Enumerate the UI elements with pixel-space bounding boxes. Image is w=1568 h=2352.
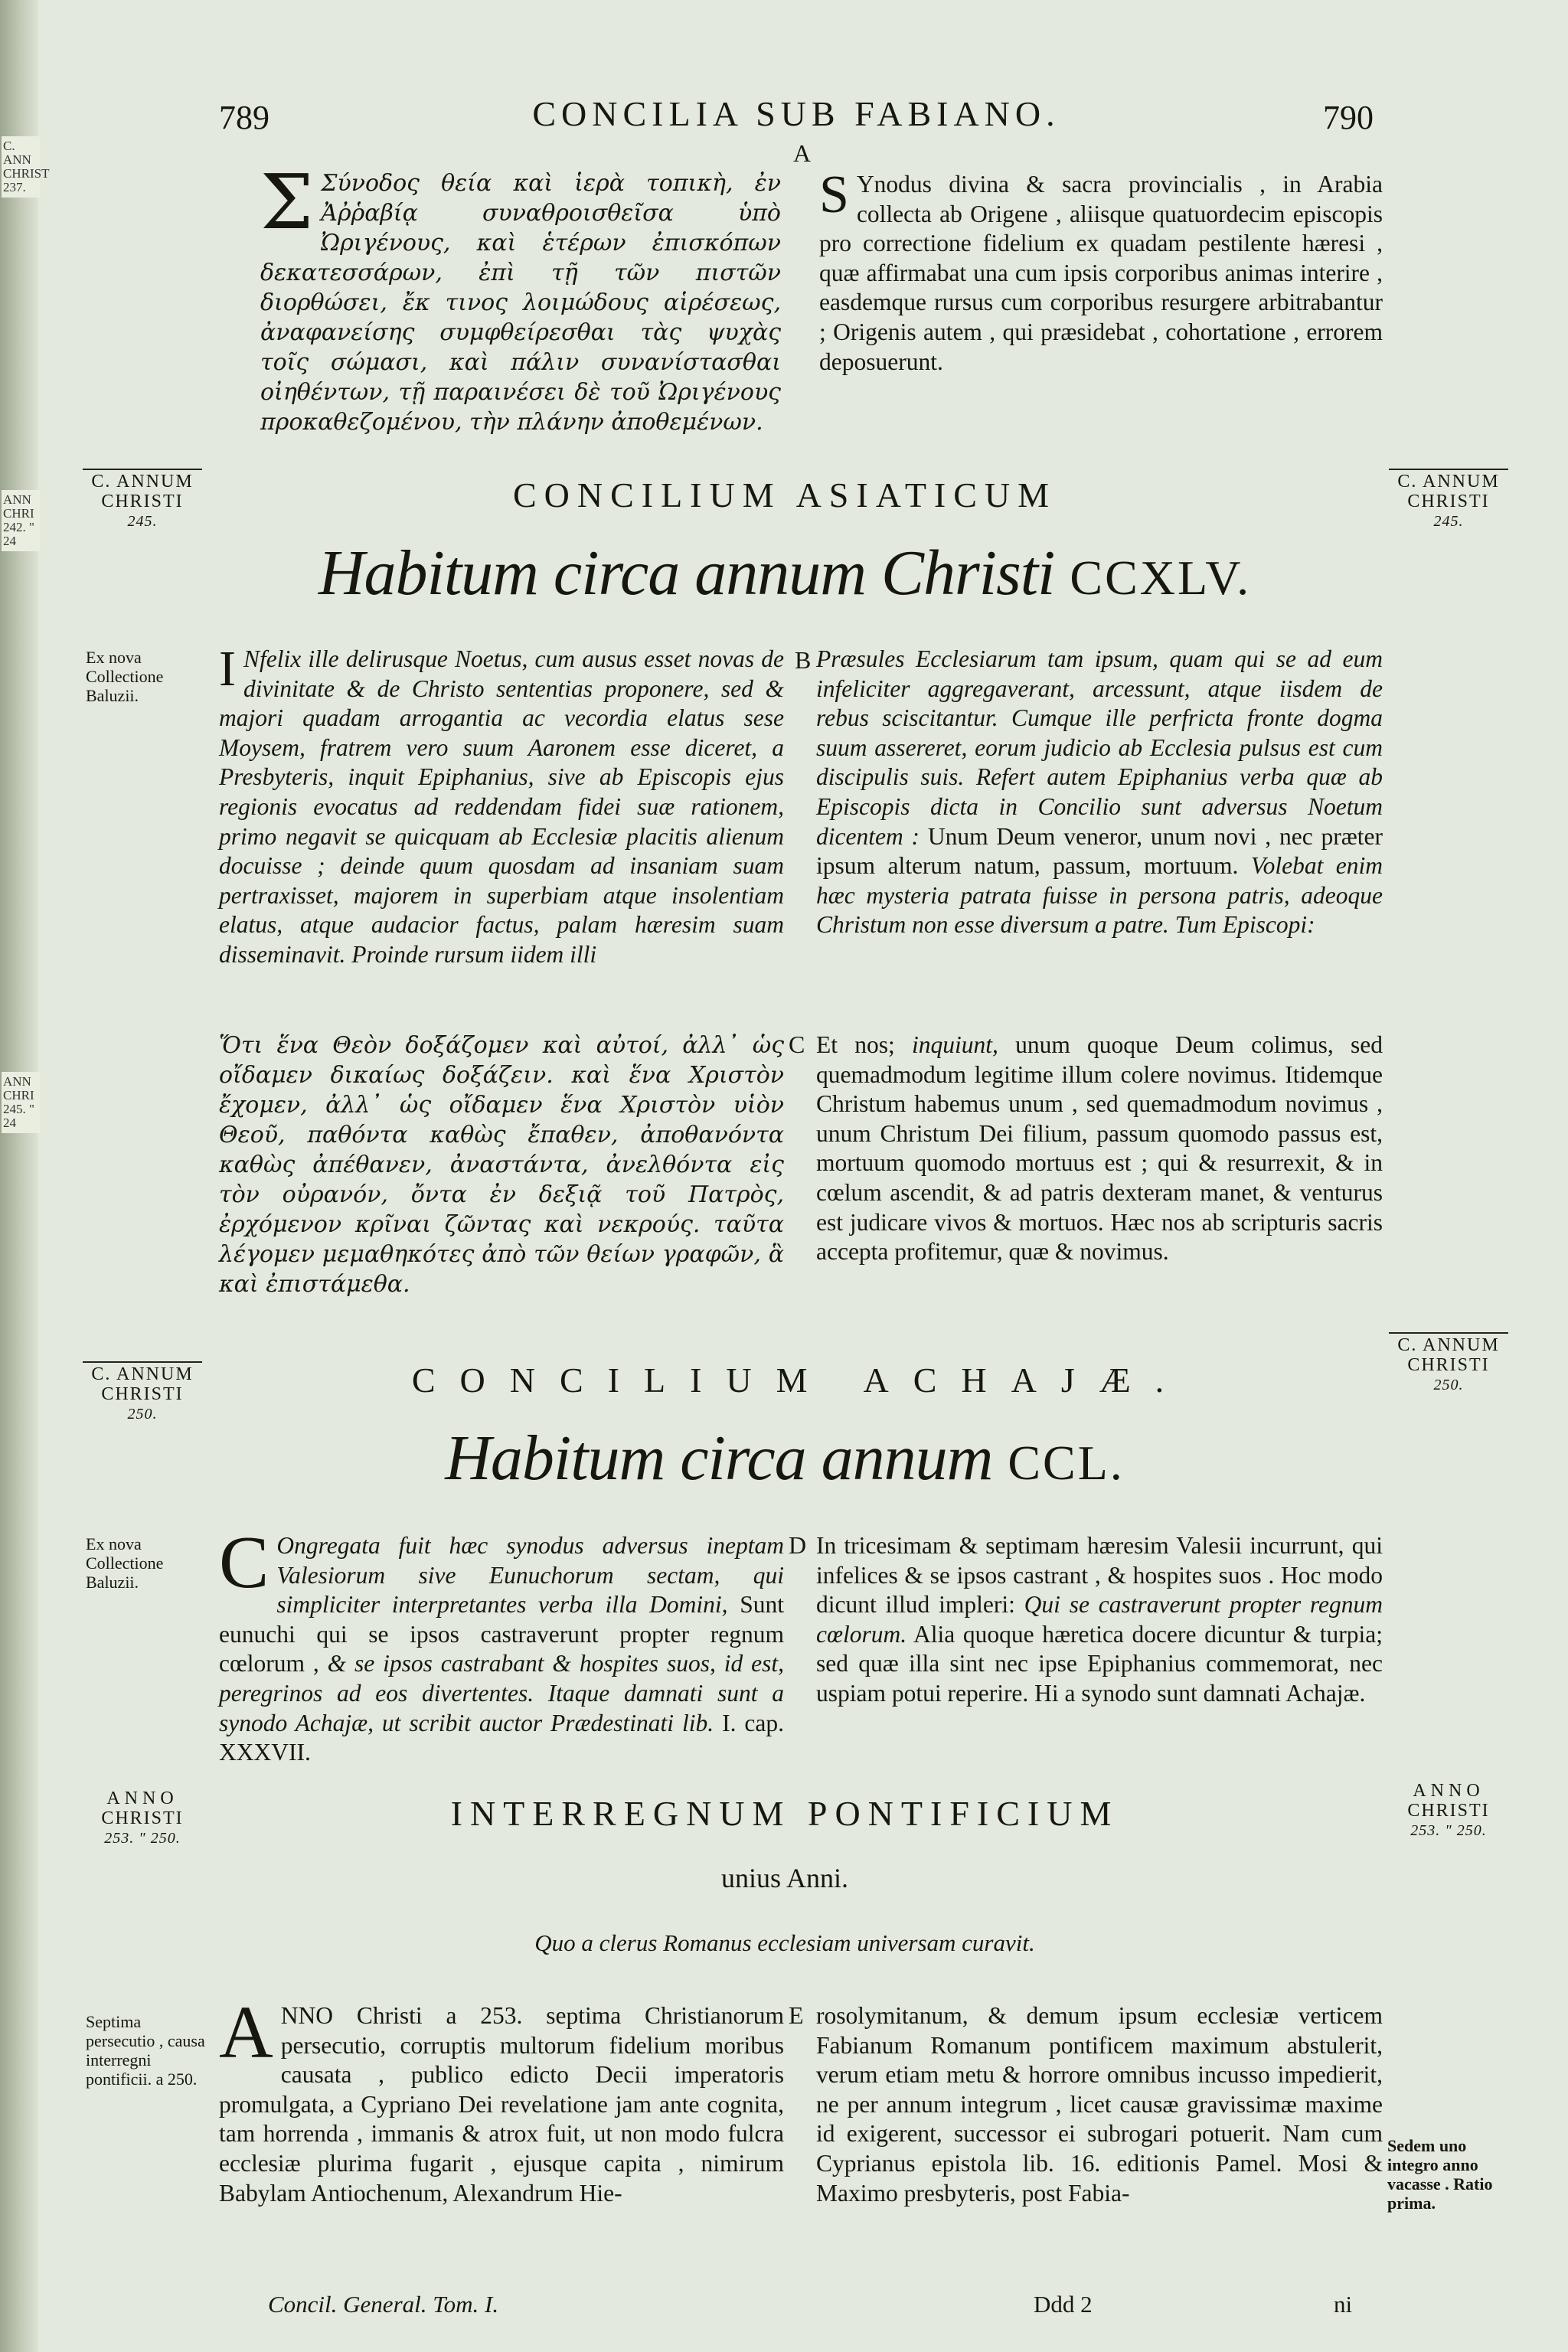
habitum-achajae: Habitum circa annum CCL. — [445, 1423, 1125, 1494]
side-year-box-right: C. ANNUM CHRISTI 245. — [1383, 469, 1514, 531]
side-year-box-left: C. ANNUM CHRISTI 245. — [77, 469, 208, 531]
side-year-box-left: ANNO CHRISTI 253. " 250. — [101, 1788, 184, 1847]
section-mark-d: D — [789, 1531, 807, 1559]
greek-synod-origen: Σ Σύνοδος θεία καὶ ἱερὰ τοπικὴ, ἐν Ἀῤῥαβίᾳ συναθροισθεῖσα ὑπὸ Ὠριγένους, καὶ ἑτέρων ἐπισκόπων δεκατεσσάρων, ἐπὶ τῇ τῶν πιστῶν διορθώσει, ἔκ τινος λοιμώδους αἱρέσεως, ἀναφανείσης συμφθείρεσθαι τὰς ψυχὰς τοῖς σώμασι, καὶ πάλιν συνανίστασθαι οἰηθέντων, τῇ παραινέσει δὲ τοῦ Ὠριγένους προκαθεζομένου, τὴν πλάνην ἀποθεμένων. — [260, 159, 781, 436]
section-title-asiaticum: CONCILIUM ASIATICUM — [512, 475, 1057, 514]
margin-note-right: Sedem uno integro anno vacasse . Ratio prima. — [1387, 2136, 1493, 2213]
side-year-box-right: ANNO CHRISTI 253. " 250. — [1407, 1781, 1490, 1839]
running-title: CONCILIA SUB FABIANO. — [532, 94, 1060, 133]
interregnum-left-column: ANNO Christi a 253. septima Christianorum persecutio, corruptis multorum fidelium moribus causata , publico edicto Decii imperatoris promulgata, a Cypriano Dei revelatione jam ante cognita, tam horrenda , immanis & atrox fuit, ut non modo fulcra ecclesiæ plurima fugarit , ejusque capita , nimirum Babylam Antiochenum, Alexandrum Hie- — [219, 1991, 784, 2207]
book-spine — [0, 0, 50, 2352]
footer-title: Concil. General. Tom. I. — [268, 2291, 499, 2318]
latin-synod-origen: S Ynodus divina & sacra provincialis , in Arabia collecta ab Origene , aliisque quatuordecim episcopis pro correctione fidelium ex quadam pestilente hæresi , quæ affirmabat una cum ipsis corporibus animas interire , easdemque rursus cum corporibus resurgere arbitrabantur ; Origenis autem , qui præsidebat , cohortatione , errorem deposuerunt. — [819, 165, 1383, 375]
side-year-box-left: C. ANNUM CHRISTI 250. — [77, 1361, 208, 1424]
achajae-right-column: In tricesimam & septimam hæresim Valesii incurrunt, qui infelices & se ipsos castrant , & hospites suos . Hoc modo dicunt illud impleri: Qui se castraverunt propter regnum cœlorum. Alia quoque hæretica docere dicuntur & turpia; sed quæ illa sint nec ipse Epiphanius commemorat, nec uspiam potui reperire. Hi a synodo sunt damnati Achajæ. — [816, 1532, 1383, 1707]
section-mark-a: A — [793, 139, 812, 167]
achajae-left-column: C Ongregata fuit hæc synodus adversus ineptam Valesiorum sive Eunuchorum sectam, qui simpliciter interpretantes verba illa Domini, Sunt eunuchi qui se ipsos castraverunt propter regnum cœlorum , & se ipsos castrabant & hospites suos, id est, peregrinos ad eos divertentes. Itaque damnati sunt a synodo Achajæ, ut scribit auctor Prædestinati lib. I. cap. XXXVII. — [219, 1521, 784, 1766]
drop-initial: C — [219, 1521, 270, 1604]
signature-mark: Ddd 2 — [1034, 2291, 1093, 2318]
section-title-achajae: CONCILIUM ACHAJÆ. — [411, 1361, 1189, 1400]
section-mark-c: C — [789, 1031, 805, 1058]
interregnum-subtitle: unius Anni. — [720, 1863, 849, 1893]
section-mark-e: E — [789, 2001, 804, 2029]
page-number-left: 789 — [219, 99, 270, 136]
section-mark-b: B — [795, 646, 812, 674]
spine-fragment: C. ANN CHRIST 237. — [2, 136, 40, 198]
side-year-box-right: C. ANNUM CHRISTI 250. — [1383, 1332, 1514, 1395]
asiaticum-right-column: Præsules Ecclesiarum tam ipsum, quam qui se ad eum infeliciter aggregaverant, arcessunt, atque iisdem de rebus sciscitantur. Cumque ille perfricta fronte dogma suum assereret, eorum judicio ab Ecclesia pulsus est cum discipulis suis. Refert autem Epiphanius verba quæ ab Episcopis dicta in Concilio sunt adversus Noetum dicentem : Unum Deum veneror, unum novi , nec præter ipsum alterum natum, passum, mortuum. Volebat enim hæc mysteria patrata fuisse in persona patris, adeoque Christum non esse diversum a patre. Tum Episcopi: — [816, 645, 1383, 939]
drop-initial: S — [819, 165, 849, 224]
spine-fragment: ANN CHRI 245. " 24 — [2, 1072, 40, 1133]
drop-initial: Σ — [260, 159, 314, 247]
source-note-achajae: Ex nova Collectione Baluzii. — [86, 1534, 164, 1592]
asiaticum-latin-creed: Et nos; inquiunt, unum quoque Deum colimus, sed quemadmodum legitime illum colere novimus. Itidemque Christum habemus unum , sed quemadmodum novimus , unum Christum Dei filium, passum quomodo passus est, mortuum quomodo mortuus est ; qui & resurrexit, & in cœlum ascendit, & ad patris dexteram manet, & venturus est judicare vivos & mortuos. Hæc nos ab scripturis sacris accepta profitemur, quæ & novimus. — [816, 1031, 1383, 1266]
interregnum-caption: Quo a clerus Romanus ecclesiam universam curavit. — [534, 1929, 1035, 1956]
asiaticum-greek-creed: Ὅτι ἕνα Θεὸν δοξάζομεν καὶ αὐτοί, ἀλλ᾽ ὡς οἴδαμεν δικαίως δοξάζειν. καὶ ἕνα Χριστὸν ἔχομεν, ἀλλ᾽ ὡς οἴδαμεν ἕνα Χριστὸν υἱὸν Θεοῦ, παθόντα καθὼς ἔπαθεν, ἀποθανόντα καθὼς ἀπέθανεν, ἀναστάντα, ἀνελθόντα εἰς τὸν οὐρανόν, ὄντα ἐν δεξιᾷ τοῦ Πατρὸς, ἐρχόμενον κρῖναι ζῶντας καὶ νεκρούς. ταῦτα λέγομεν μεμαθηκότες ἀπὸ τῶν θείων γραφῶν, ἃ καὶ ἐπιστάμεθα. — [219, 1032, 784, 1298]
habitum-asiaticum: Habitum circa annum Christi CCXLV. — [318, 537, 1252, 609]
section-title-interregnum: INTERREGNUM PONTIFICIUM — [450, 1794, 1119, 1833]
source-note-asiaticum: Ex nova Collectione Baluzii. — [86, 648, 164, 705]
page-number-right: 790 — [1323, 99, 1374, 136]
asiaticum-left-column: I Nfelix ille delirusque Noetus, cum ausus esset novas de divinitate & de Christo sententias proponere, sed & majori quadam arrogantia ac vecordia elatus sese Moysem, fratrem vero suum Aaronem esse diceret, a Presbyteris, inquit Epiphanius, sive ab Episcopis ejus regionis evocatus ad reddendam fidei suæ rationem, primo negavit se quicquam ab Ecclesiæ placitis alienum docuisse ; deinde quum quosdam ad insaniam suam pertraxisset, majorem in superbiam atque insolentiam elatus, atque audacior factus, palam hæresim suam disseminavit. Proinde rursum iidem illi — [219, 641, 784, 968]
catchword: ni — [1334, 2291, 1353, 2318]
spine-fragment: ANN CHRI 242. " 24 — [2, 490, 40, 551]
interregnum-right-column: rosolymitanum, & demum ipsum ecclesiæ verticem Fabianum Romanum pontificem maximum abstulerit, verum etiam metu & horrore omnibus incusso impedierit, ne per annum integrum , licet causæ gravissimæ maxime id exigerent, successor ei subrogari potuerit. Nam cum Cyprianus epistola lib. 16. editionis Pamel. Mosi & Maximo presbyteris, post Fabia- — [816, 2002, 1383, 2207]
margin-note-left: Septima persecutio , causa interregni pontificii. a 250. — [86, 2012, 205, 2089]
drop-initial: A — [219, 1991, 273, 2074]
drop-initial: I — [219, 641, 236, 697]
